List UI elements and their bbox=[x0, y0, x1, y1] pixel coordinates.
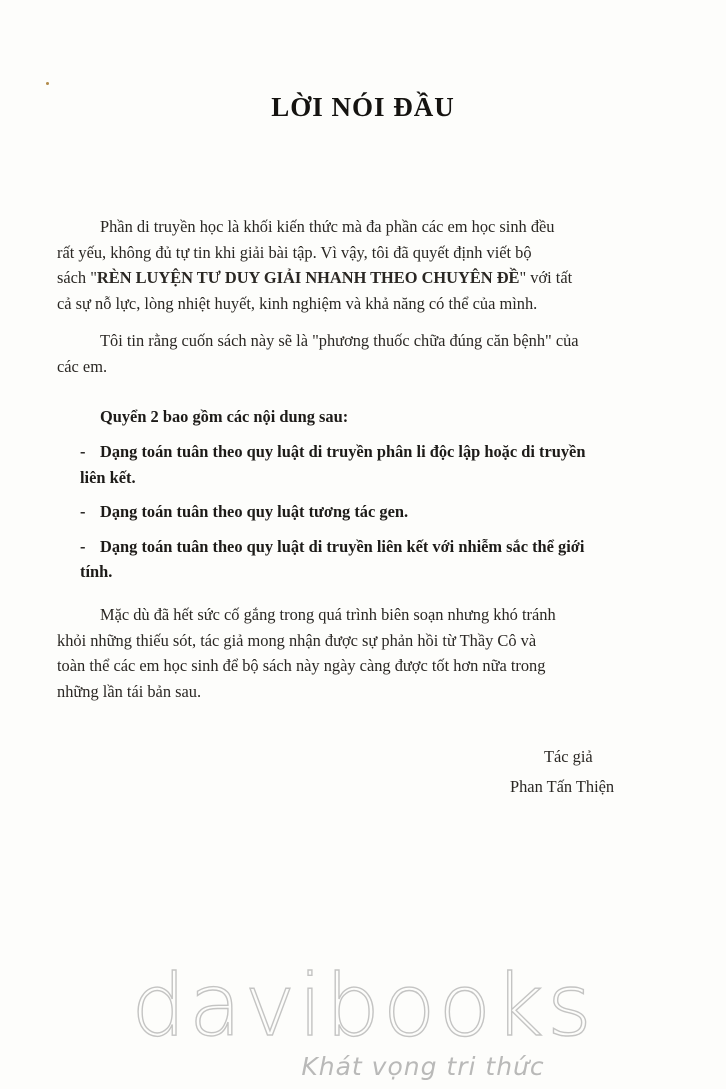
watermark-brand: davibooks bbox=[131, 956, 595, 1056]
list-item-line-2: liên kết. bbox=[80, 467, 136, 487]
signature-block bbox=[510, 742, 614, 802]
list-item-line-2: tính. bbox=[80, 562, 113, 581]
contents-intro: Quyển 2 bao gồm các nội dung sau: bbox=[100, 407, 349, 426]
closing-paragraph bbox=[57, 602, 682, 704]
contents-list bbox=[80, 439, 680, 594]
belief-line-1: Tôi tin rằng cuốn sách này sẽ là "phương thuốc chữa đúng căn bệnh" của bbox=[100, 331, 579, 350]
closing-line-3: toàn thể các em học sinh để bộ sách này ngày càng được tốt hơn nữa trong bbox=[57, 656, 546, 675]
intro-line-2: rất yếu, không đủ tự tin khi giải bài tập. Vì vậy, tôi đã quyết định viết bộ bbox=[57, 242, 532, 262]
list-item-line-1: Dạng toán tuân theo quy luật tương tác gen. bbox=[100, 502, 409, 521]
author-role: Tác giả bbox=[544, 747, 593, 766]
list-dash: - bbox=[80, 536, 86, 556]
intro-line-3 bbox=[57, 265, 682, 291]
list-item bbox=[80, 499, 680, 525]
list-item-line-1: Dạng toán tuân theo quy luật di truyền liên kết với nhiễm sắc thể giới bbox=[100, 536, 585, 556]
list-dash: - bbox=[80, 442, 86, 461]
page-title: LỜI NÓI ĐẦU bbox=[271, 92, 455, 122]
list-item bbox=[80, 439, 680, 490]
belief-line-2: các em. bbox=[57, 356, 108, 376]
list-item-line-1: Dạng toán tuân theo quy luật di truyền phân li độc lập hoặc di truyền bbox=[100, 442, 586, 461]
intro-paragraph bbox=[57, 214, 682, 316]
watermark bbox=[0, 956, 726, 1081]
list-item bbox=[80, 534, 680, 585]
intro-line-4: cả sự nỗ lực, lòng nhiệt huyết, kinh nghiệm và khả năng có thể của mình. bbox=[57, 293, 538, 313]
author-name: Phan Tấn Thiện bbox=[510, 777, 615, 796]
closing-line-1: Mặc dù đã hết sức cố gắng trong quá trình biên soạn nhưng khó tránh bbox=[100, 605, 556, 624]
intro-line-3-prefix: sách " bbox=[57, 268, 97, 287]
book-series-title: RÈN LUYỆN TƯ DUY GIẢI NHANH THEO CHUYÊN ĐỀ bbox=[96, 268, 520, 287]
closing-line-4: những lần tái bản sau. bbox=[57, 681, 202, 701]
closing-line-2: khỏi những thiếu sót, tác giả mong nhận được sự phản hồi từ Thầy Cô và bbox=[57, 630, 537, 650]
belief-paragraph bbox=[57, 328, 682, 379]
list-dash: - bbox=[80, 502, 86, 521]
intro-line-3-suffix: " với tất bbox=[519, 268, 573, 287]
ink-smudge bbox=[46, 82, 49, 85]
watermark-tagline: Khát vọng tri thức bbox=[301, 1052, 545, 1081]
intro-line-1: Phần di truyền học là khối kiến thức mà đa phần các em học sinh đều bbox=[100, 217, 555, 236]
